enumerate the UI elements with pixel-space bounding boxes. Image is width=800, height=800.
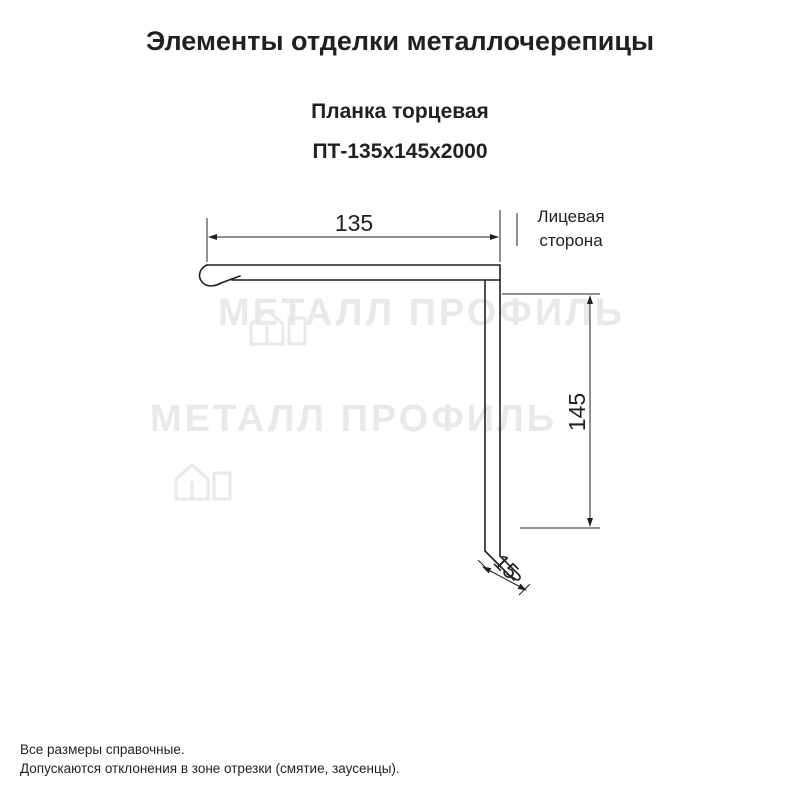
product-name: Планка торцевая xyxy=(311,100,489,123)
face-side-label-line1: Лицевая xyxy=(537,207,605,226)
face-side-label-line2: сторона xyxy=(539,231,603,250)
footnote-line-2: Допускаются отклонения в зоне отрезки (смятие, заусенцы). xyxy=(20,761,400,776)
dimension-width-label: 135 xyxy=(334,210,374,236)
watermark-text-bottom: МЕТАЛЛ ПРОФИЛЬ xyxy=(150,398,558,440)
watermark-text-top: МЕТАЛЛ ПРОФИЛЬ xyxy=(218,292,626,334)
dimension-lip-label: 15 xyxy=(488,549,524,585)
footnotes xyxy=(20,740,400,778)
page-title: Элементы отделки металлочерепицы xyxy=(145,26,655,56)
dimension-height-label: 145 xyxy=(564,392,590,432)
footnote-line-1: Все размеры справочные. xyxy=(20,742,185,757)
product-code: ПТ-135х145х2000 xyxy=(312,140,488,163)
profile-outline xyxy=(200,265,521,580)
